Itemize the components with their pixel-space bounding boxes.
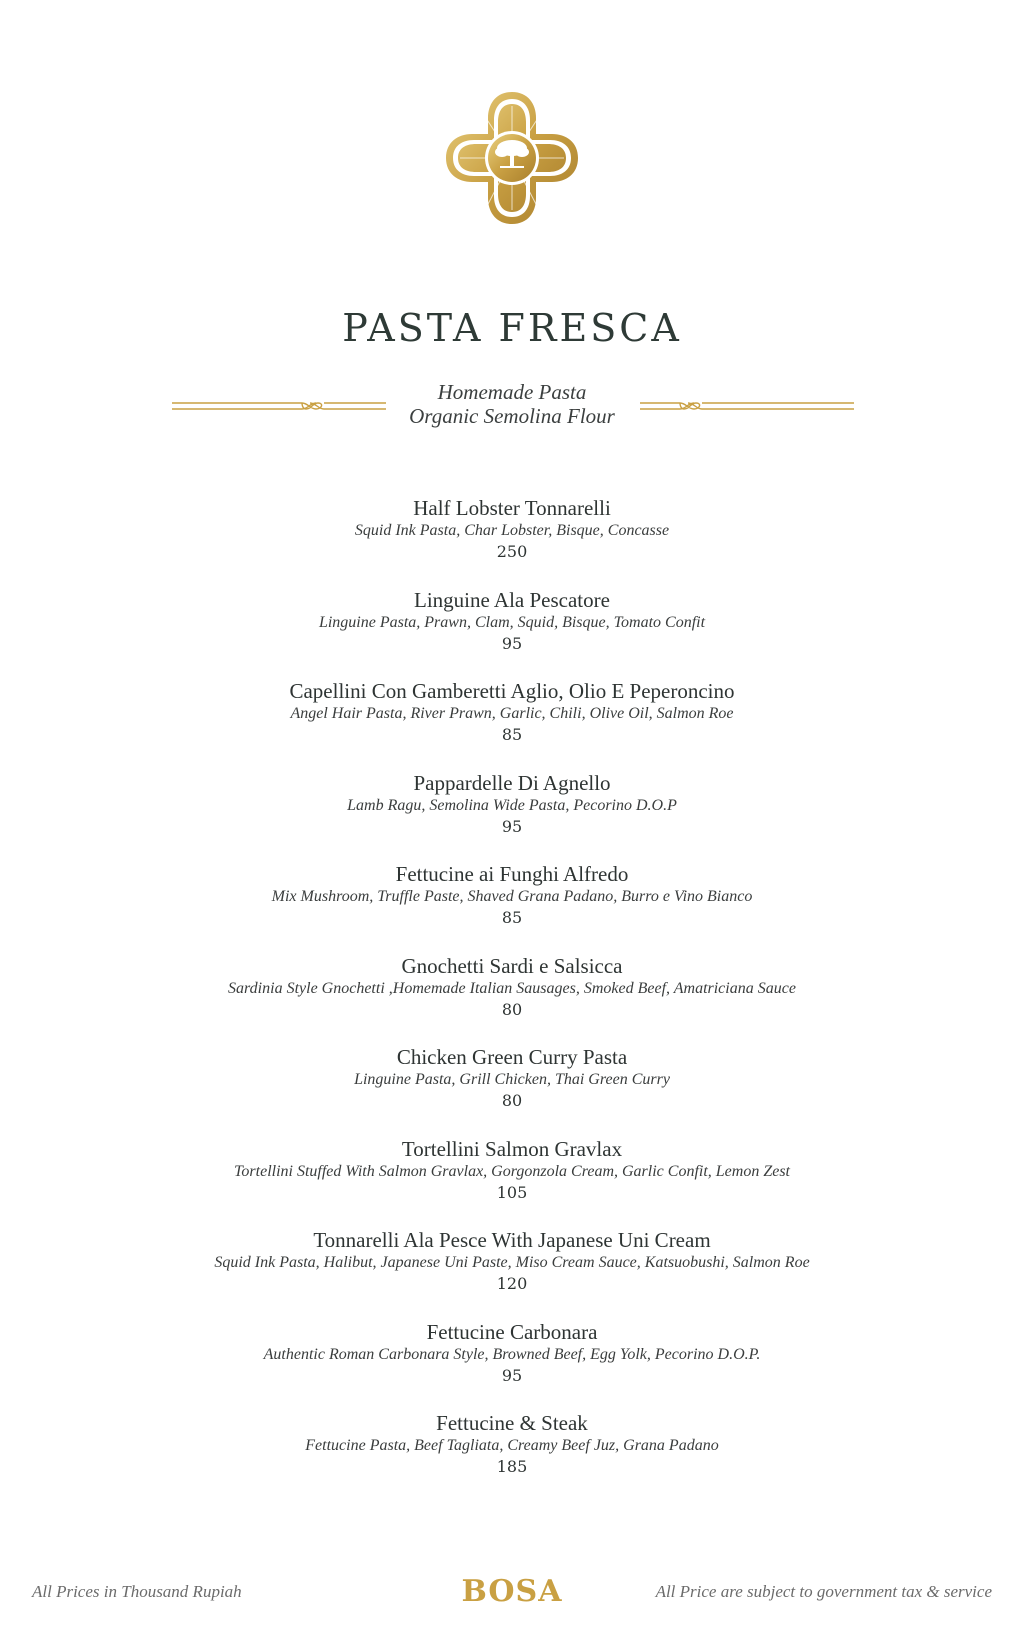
ornament-divider-right-icon bbox=[640, 400, 854, 412]
item-price: 120 bbox=[496, 1274, 528, 1293]
menu-item bbox=[0, 496, 1024, 588]
item-name: Tonnarelli Ala Pesce With Japanese Uni Cream bbox=[313, 1228, 711, 1252]
subtitle-line-1: Homemade Pasta bbox=[437, 380, 587, 404]
item-name: Fettucine ai Funghi Alfredo bbox=[395, 862, 629, 886]
subtitle-section bbox=[0, 380, 1024, 440]
ornament-divider-left-icon bbox=[172, 400, 386, 412]
item-name: Capellini Con Gamberetti Aglio, Olio E Peperoncino bbox=[289, 679, 735, 703]
item-description: Angel Hair Pasta, River Prawn, Garlic, Chili, Olive Oil, Salmon Roe bbox=[290, 705, 734, 722]
item-description: Tortellini Stuffed With Salmon Gravlax, Gorgonzola Cream, Garlic Confit, Lemon Zest bbox=[233, 1162, 790, 1180]
item-price: 95 bbox=[501, 1365, 523, 1385]
item-description: Linguine Pasta, Prawn, Clam, Squid, Bisque, Tomato Confit bbox=[318, 613, 706, 631]
subtitle-line-2: Organic Semolina Flour bbox=[409, 404, 615, 428]
menu-item bbox=[0, 1411, 1024, 1503]
footer-tax-note: All Price are subject to government tax & service bbox=[655, 1582, 992, 1601]
menu-item bbox=[0, 1045, 1024, 1137]
item-name: Tortellini Salmon Gravlax bbox=[401, 1136, 623, 1161]
item-description: Linguine Pasta, Grill Chicken, Thai Green Curry bbox=[354, 1071, 670, 1088]
footer-currency-note: All Prices in Thousand Rupiah bbox=[32, 1582, 242, 1601]
menu-item bbox=[0, 1228, 1024, 1320]
menu-item bbox=[0, 954, 1024, 1046]
menu-list bbox=[0, 496, 1024, 1503]
menu-item bbox=[0, 1137, 1024, 1229]
item-description: Lamb Ragu, Semolina Wide Pasta, Pecorino D.O.P bbox=[347, 796, 677, 814]
page-title: PASTA FRESCA bbox=[342, 306, 682, 350]
item-name: Linguine Ala Pescatore bbox=[414, 587, 610, 612]
item-price: 85 bbox=[501, 725, 523, 744]
item-description: Fettucine Pasta, Beef Tagliata, Creamy Beef Juz, Grana Padano bbox=[305, 1437, 719, 1454]
item-price: 85 bbox=[501, 908, 523, 927]
item-price: 95 bbox=[501, 633, 523, 653]
item-name: Chicken Green Curry Pasta bbox=[396, 1045, 628, 1069]
menu-item bbox=[0, 588, 1024, 680]
menu-item bbox=[0, 771, 1024, 863]
gold-quatrefoil-tree-icon bbox=[442, 88, 582, 228]
item-price: 95 bbox=[501, 816, 523, 836]
item-description: Sardinia Style Gnochetti ,Homemade Italian Sausages, Smoked Beef, Amatriciana Sauce bbox=[228, 979, 796, 997]
menu-item bbox=[0, 1320, 1024, 1412]
item-description: Authentic Roman Carbonara Style, Browned Beef, Egg Yolk, Pecorino D.O.P. bbox=[263, 1345, 761, 1363]
item-price: 185 bbox=[496, 1457, 528, 1476]
item-price: 250 bbox=[496, 542, 528, 561]
item-description: Squid Ink Pasta, Char Lobster, Bisque, Concasse bbox=[354, 522, 670, 539]
menu-item bbox=[0, 862, 1024, 954]
item-name: Fettucine Carbonara bbox=[426, 1319, 598, 1344]
item-price: 105 bbox=[496, 1182, 528, 1202]
item-name: Pappardelle Di Agnello bbox=[413, 770, 611, 795]
subtitle bbox=[390, 380, 634, 428]
item-description: Squid Ink Pasta, Halibut, Japanese Uni Paste, Miso Cream Sauce, Katsuobushi, Salmon Roe bbox=[214, 1254, 810, 1271]
item-price: 80 bbox=[501, 999, 523, 1019]
item-price: 80 bbox=[501, 1091, 523, 1110]
item-name: Half Lobster Tonnarelli bbox=[413, 496, 611, 520]
item-description: Mix Mushroom, Truffle Paste, Shaved Grana Padano, Burro e Vino Bianco bbox=[271, 888, 753, 905]
item-name: Gnochetti Sardi e Salsicca bbox=[401, 953, 623, 978]
menu-item bbox=[0, 679, 1024, 771]
item-name: Fettucine & Steak bbox=[436, 1411, 588, 1435]
brand-logo-text: BOSA bbox=[461, 1574, 563, 1609]
